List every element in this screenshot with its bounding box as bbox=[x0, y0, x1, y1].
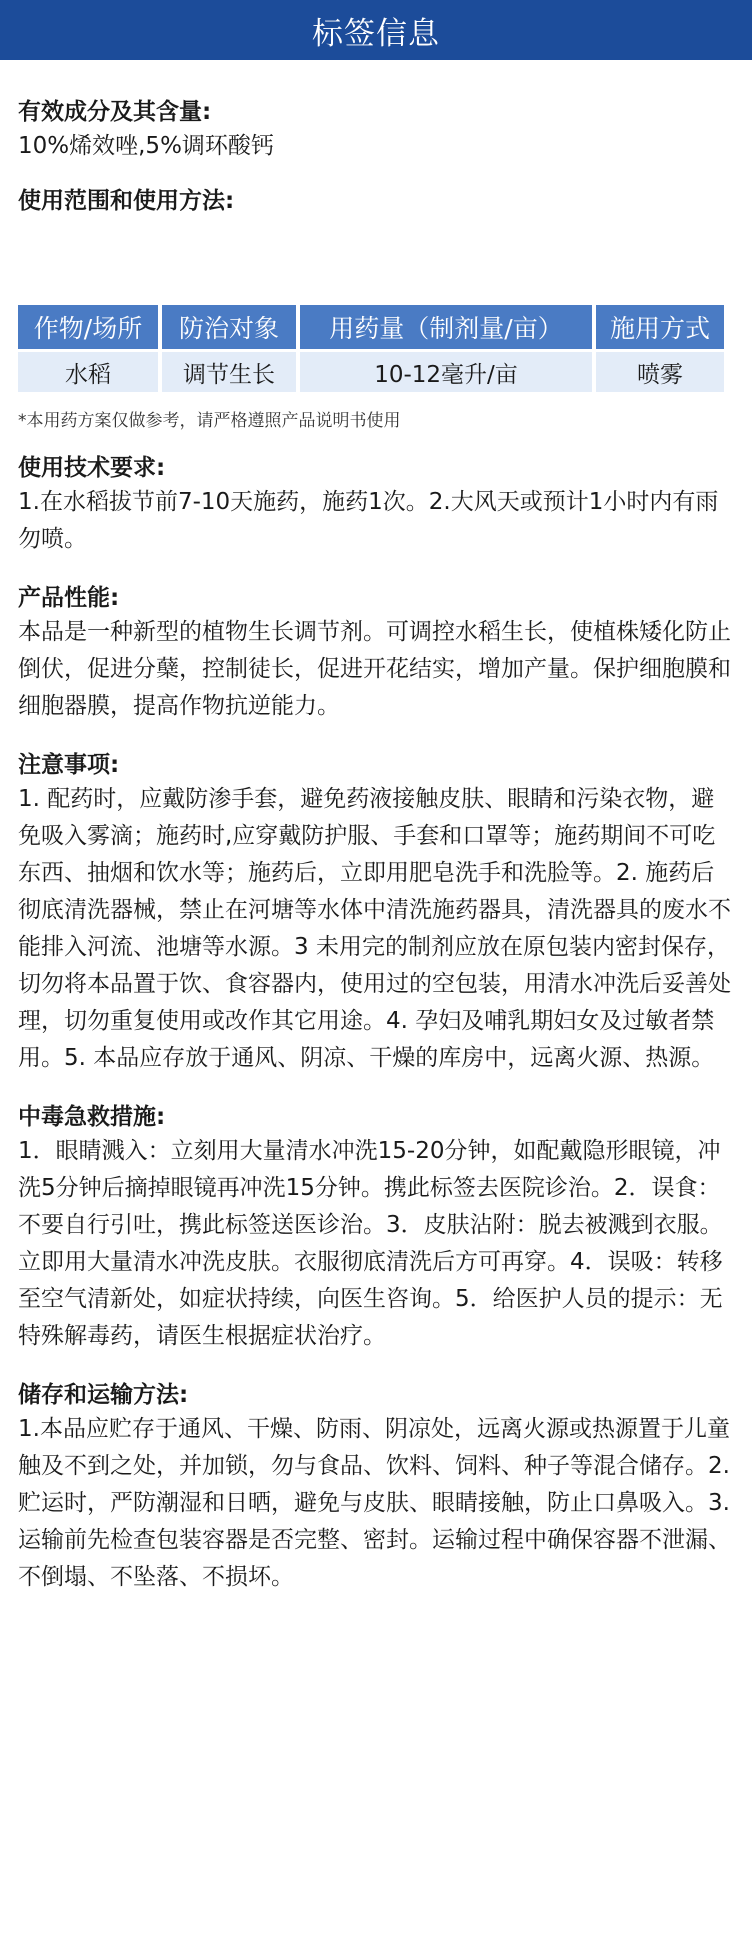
col-crop: 作物/场所 bbox=[18, 305, 158, 349]
cell-target: 调节生长 bbox=[162, 352, 296, 392]
precautions-text: 1. 配药时，应戴防渗手套，避免药液接触皮肤、眼睛和污染衣物，避免吸入雾滴；施药时,应穿戴防护服、手套和口罩等；施药期间不可吃东西、抽烟和饮水等；施药后，立即用肥皂洗手和洗脸等。2. 施药后彻底清洗器械，禁止在河塘等水体中清洗施药器具，清洗器具的废水不能排入河流、池塘等水源。3 未用完的制剂应放在原包装内密封保存，切勿将本品置于饮、食容器内，使用过的空包装，用清水冲洗后妥善处理，切勿重复使用或改作其它用途。4. 孕妇及哺乳期妇女及过敏者禁用。5. 本品应存放于通风、阴凉、干燥的库房中，远离火源、热源。 bbox=[18, 786, 731, 1071]
table-header-row bbox=[18, 305, 724, 349]
usage-table bbox=[14, 302, 728, 395]
precautions-title: 注意事项: bbox=[18, 752, 120, 778]
cell-method: 喷雾 bbox=[596, 352, 724, 392]
page-title: 标签信息 bbox=[312, 15, 440, 52]
performance-title: 产品性能: bbox=[18, 585, 120, 611]
cell-dosage: 10-12毫升/亩 bbox=[300, 352, 592, 392]
col-method: 施用方式 bbox=[596, 305, 724, 349]
col-target: 防治对象 bbox=[162, 305, 296, 349]
firstaid-text: 1．眼睛溅入：立刻用大量清水冲洗15-20分钟，如配戴隐形眼镜，冲洗5分钟后摘掉眼镜再冲洗15分钟。携此标签去医院诊治。2．误食：不要自行引吐，携此标签送医诊治。3．皮肤沾附：脱去被溅到衣服。立即用大量清水冲洗皮肤。衣服彻底清洗后方可再穿。4．误吸：转移至空气清新处，如症状持续，向医生咨询。5．给医护人员的提示：无特殊解毒药，请医生根据症状治疗。 bbox=[18, 1138, 723, 1349]
storage-title: 储存和运输方法: bbox=[18, 1382, 189, 1408]
ingredients-title: 有效成分及其含量: bbox=[18, 99, 212, 125]
cell-crop: 水稻 bbox=[18, 352, 158, 392]
top-content bbox=[18, 96, 734, 217]
table-row bbox=[18, 352, 724, 392]
header-bar bbox=[0, 0, 752, 60]
usage-title: 使用范围和使用方法: bbox=[18, 188, 235, 214]
ingredients-text: 10%烯效唑,5%调环酸钙 bbox=[18, 133, 274, 159]
label-sections bbox=[18, 452, 734, 1596]
tech-text: 1.在水稻拔节前7-10天施药，施药1次。2.大风天或预计1小时内有雨勿喷。 bbox=[18, 489, 719, 552]
usage-table-wrap bbox=[18, 302, 734, 395]
tech-title: 使用技术要求: bbox=[18, 455, 166, 481]
storage-text: 1.本品应贮存于通风、干燥、防雨、阴凉处，远离火源或热源置于儿童触及不到之处，并加锁，勿与食品、饮料、饲料、种子等混合储存。2.贮运时，严防潮湿和日晒，避免与皮肤、眼睛接触，防止口鼻吸入。3.运输前先检查包装容器是否完整、密封。运输过程中确保容器不泄漏、不倒塌、不坠落、不损坏。 bbox=[18, 1416, 731, 1590]
disclaimer-note: *本用药方案仅做参考，请严格遵照产品说明书使用 bbox=[18, 411, 401, 431]
col-dosage: 用药量（制剂量/亩） bbox=[300, 305, 592, 349]
firstaid-title: 中毒急救措施: bbox=[18, 1104, 166, 1130]
performance-text: 本品是一种新型的植物生长调节剂。可调控水稻生长，使植株矮化防止倒伏，促进分蘖，控制徒长，促进开花结实，增加产量。保护细胞膜和细胞器膜，提高作物抗逆能力。 bbox=[18, 619, 731, 719]
